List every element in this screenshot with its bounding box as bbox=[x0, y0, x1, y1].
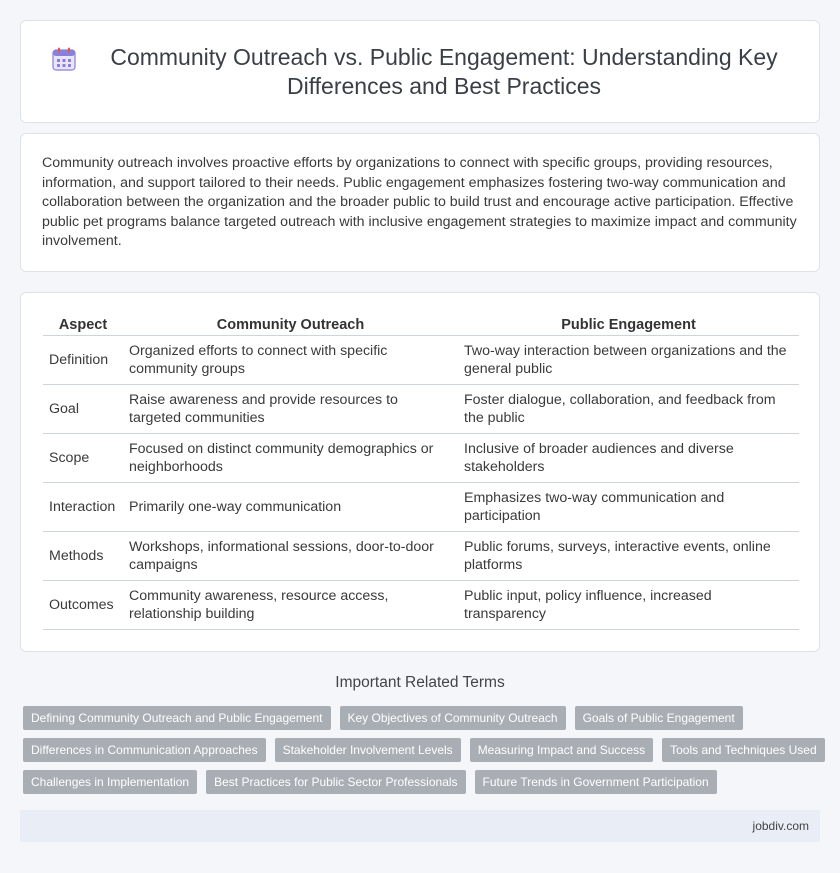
header-community-outreach: Community Outreach bbox=[123, 313, 458, 336]
table-row bbox=[43, 581, 799, 630]
row-outreach: Organized efforts to connect with specific community groups bbox=[123, 336, 458, 385]
footer-site-link[interactable]: jobdiv.com bbox=[752, 819, 809, 833]
row-outreach: Primarily one-way communication bbox=[123, 483, 458, 532]
related-term-tag[interactable]: Goals of Public Engagement bbox=[575, 706, 743, 730]
footer bbox=[20, 810, 820, 842]
table-row bbox=[43, 385, 799, 434]
related-term-tag[interactable]: Measuring Impact and Success bbox=[470, 738, 653, 762]
row-aspect: Definition bbox=[43, 336, 123, 385]
tag-row bbox=[23, 738, 823, 762]
row-engagement: Inclusive of broader audiences and diverse stakeholders bbox=[458, 434, 799, 483]
related-term-tag[interactable]: Challenges in Implementation bbox=[23, 770, 197, 794]
related-term-tag[interactable]: Tools and Techniques Used bbox=[662, 738, 825, 762]
related-term-tag[interactable]: Stakeholder Involvement Levels bbox=[275, 738, 461, 762]
comparison-table bbox=[43, 313, 799, 630]
table-row bbox=[43, 532, 799, 581]
table-header-row bbox=[43, 313, 799, 336]
page-title: Community Outreach vs. Public Engagement: Understanding Key Differences and Best Practices bbox=[110, 43, 778, 99]
comparison-card bbox=[20, 292, 820, 652]
related-term-tag[interactable]: Future Trends in Government Participation bbox=[475, 770, 717, 794]
row-engagement: Emphasizes two-way communication and participation bbox=[458, 483, 799, 532]
related-terms-title: Important Related Terms bbox=[335, 674, 505, 691]
header-card bbox=[20, 20, 820, 123]
table-row bbox=[43, 336, 799, 385]
row-engagement: Foster dialogue, collaboration, and feedback from the public bbox=[458, 385, 799, 434]
row-aspect: Methods bbox=[43, 532, 123, 581]
table-row bbox=[43, 483, 799, 532]
row-engagement: Two-way interaction between organizations and the general public bbox=[458, 336, 799, 385]
related-term-tag[interactable]: Best Practices for Public Sector Professionals bbox=[206, 770, 465, 794]
header-public-engagement: Public Engagement bbox=[458, 313, 799, 336]
tag-row bbox=[23, 770, 823, 794]
related-term-tag[interactable]: Differences in Communication Approaches bbox=[23, 738, 266, 762]
row-outreach: Focused on distinct community demographics or neighborhoods bbox=[123, 434, 458, 483]
intro-text: Community outreach involves proactive efforts by organizations to connect with specific groups, providing resources, information, and support tailored to their needs. Public engagement emphasizes fostering two-way communication and collaboration between the organization and the broader public to build trust and encourage active participation. Effective public pet programs balance targeted outreach with inclusive engagement strategies to maximize impact and community involvement. bbox=[42, 155, 797, 250]
header-aspect: Aspect bbox=[43, 313, 123, 336]
tag-row bbox=[23, 706, 823, 730]
row-engagement: Public forums, surveys, interactive events, online platforms bbox=[458, 532, 799, 581]
row-aspect: Scope bbox=[43, 434, 123, 483]
calendar-icon bbox=[51, 46, 77, 72]
row-aspect: Outcomes bbox=[43, 581, 123, 630]
related-terms-list bbox=[23, 706, 823, 802]
related-term-tag[interactable]: Key Objectives of Community Outreach bbox=[340, 706, 566, 730]
intro-card bbox=[20, 133, 820, 272]
row-outreach: Workshops, informational sessions, door-to-door campaigns bbox=[123, 532, 458, 581]
row-aspect: Goal bbox=[43, 385, 123, 434]
row-outreach: Raise awareness and provide resources to targeted communities bbox=[123, 385, 458, 434]
row-outreach: Community awareness, resource access, relationship building bbox=[123, 581, 458, 630]
table-row bbox=[43, 434, 799, 483]
row-engagement: Public input, policy influence, increased transparency bbox=[458, 581, 799, 630]
related-term-tag[interactable]: Defining Community Outreach and Public Engagement bbox=[23, 706, 331, 730]
row-aspect: Interaction bbox=[43, 483, 123, 532]
